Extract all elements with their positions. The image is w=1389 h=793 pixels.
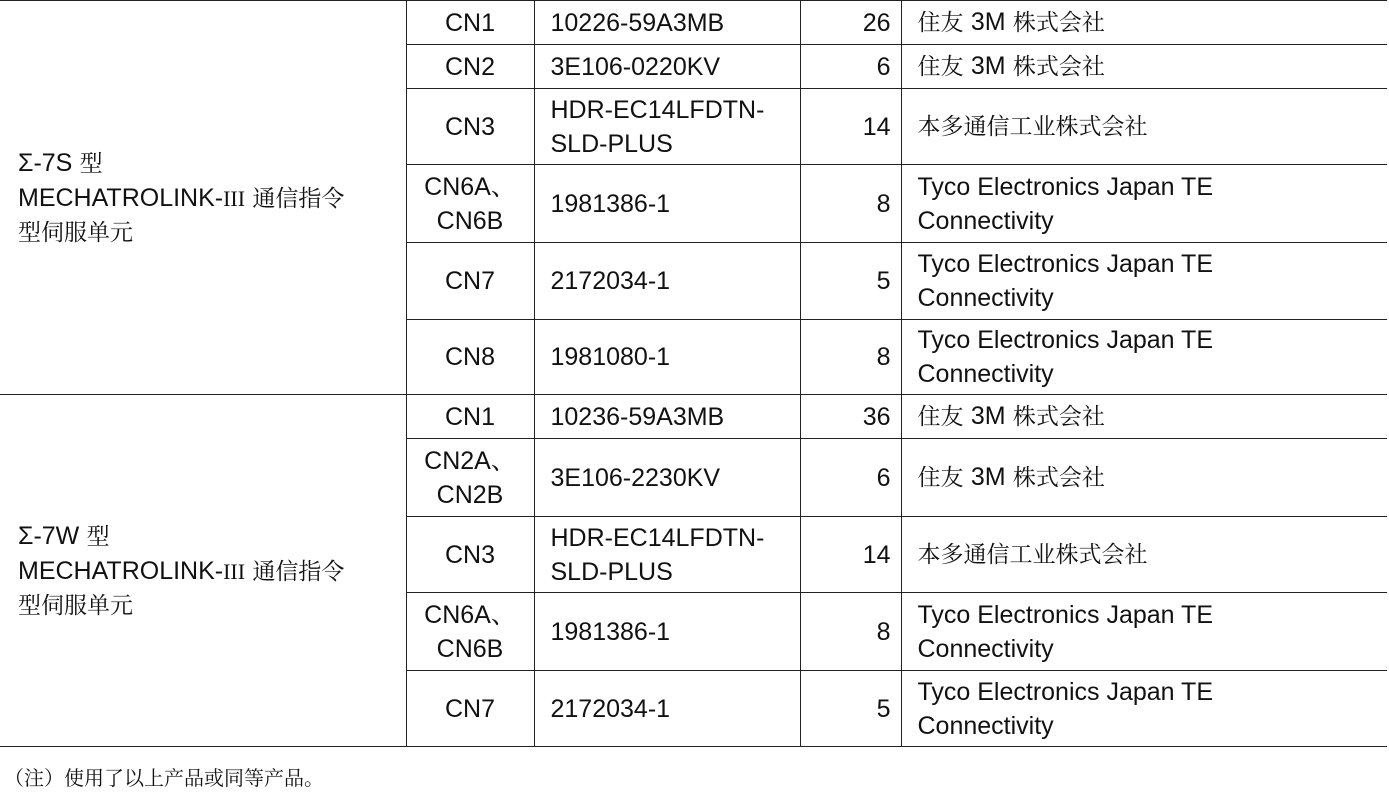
pin-count-cell: 6 xyxy=(800,45,901,89)
port-cell: CN2 xyxy=(406,45,534,89)
maker-cell: Tyco Electronics Japan TE Connectivity xyxy=(901,671,1387,747)
pin-count-cell: 8 xyxy=(800,593,901,671)
maker-cell: 住友 3M 株式会社 xyxy=(901,1,1387,45)
pin-count-cell: 6 xyxy=(800,439,901,517)
part-number-cell: 10226-59A3MB xyxy=(534,1,800,45)
part-number-cell: 10236-59A3MB xyxy=(534,395,800,439)
port-cell: CN3 xyxy=(406,517,534,593)
port-cell: CN6A、 CN6B xyxy=(406,165,534,243)
pin-count-cell: 8 xyxy=(800,165,901,243)
part-number-cell: HDR-EC14LFDTN- SLD-PLUS xyxy=(534,89,800,165)
part-number-cell: 3E106-0220KV xyxy=(534,45,800,89)
model-line-3: 型伺服单元 xyxy=(18,592,133,619)
table-row xyxy=(0,395,1387,439)
part-number-cell: 1981080-1 xyxy=(534,320,800,395)
pin-count-cell: 36 xyxy=(800,395,901,439)
part-number-cell: 2172034-1 xyxy=(534,671,800,747)
maker-cell: Tyco Electronics Japan TE Connectivity xyxy=(901,320,1387,395)
pin-count-cell: 14 xyxy=(800,517,901,593)
port-cell: CN6A、 CN6B xyxy=(406,593,534,671)
maker-cell: Tyco Electronics Japan TE Connectivity xyxy=(901,243,1387,320)
model-line-3: 型伺服单元 xyxy=(18,219,133,246)
maker-cell: Tyco Electronics Japan TE Connectivity xyxy=(901,165,1387,243)
maker-cell: 本多通信工业株式会社 xyxy=(901,89,1387,165)
port-cell: CN3 xyxy=(406,89,534,165)
maker-cell: Tyco Electronics Japan TE Connectivity xyxy=(901,593,1387,671)
maker-cell: 住友 3M 株式会社 xyxy=(901,439,1387,517)
port-cell: CN8 xyxy=(406,320,534,395)
model-line-1: Σ-7W 型 xyxy=(18,521,110,550)
port-cell: CN1 xyxy=(406,1,534,45)
part-number-cell: 1981386-1 xyxy=(534,165,800,243)
pin-count-cell: 5 xyxy=(800,671,901,747)
footnote: （注）使用了以上产品或同等产品。 xyxy=(4,766,324,790)
model-line-2: MECHATROLINK-III 通信指令 xyxy=(18,183,345,212)
port-cell: CN7 xyxy=(406,671,534,747)
pin-count-cell: 5 xyxy=(800,243,901,320)
part-number-cell: 1981386-1 xyxy=(534,593,800,671)
part-number-cell: HDR-EC14LFDTN- SLD-PLUS xyxy=(534,517,800,593)
port-cell: CN1 xyxy=(406,395,534,439)
pin-count-cell: 14 xyxy=(800,89,901,165)
model-cell xyxy=(0,395,406,747)
pin-count-cell: 26 xyxy=(800,1,901,45)
port-cell: CN7 xyxy=(406,243,534,320)
model-line-1: Σ-7S 型 xyxy=(18,148,103,177)
pin-count-cell: 8 xyxy=(800,320,901,395)
maker-cell: 住友 3M 株式会社 xyxy=(901,395,1387,439)
model-cell xyxy=(0,1,406,395)
maker-cell: 本多通信工业株式会社 xyxy=(901,517,1387,593)
model-line-2: MECHATROLINK-III 通信指令 xyxy=(18,556,345,585)
maker-cell: 住友 3M 株式会社 xyxy=(901,45,1387,89)
part-number-cell: 3E106-2230KV xyxy=(534,439,800,517)
port-cell: CN2A、 CN2B xyxy=(406,439,534,517)
table-row xyxy=(0,1,1387,45)
part-number-cell: 2172034-1 xyxy=(534,243,800,320)
